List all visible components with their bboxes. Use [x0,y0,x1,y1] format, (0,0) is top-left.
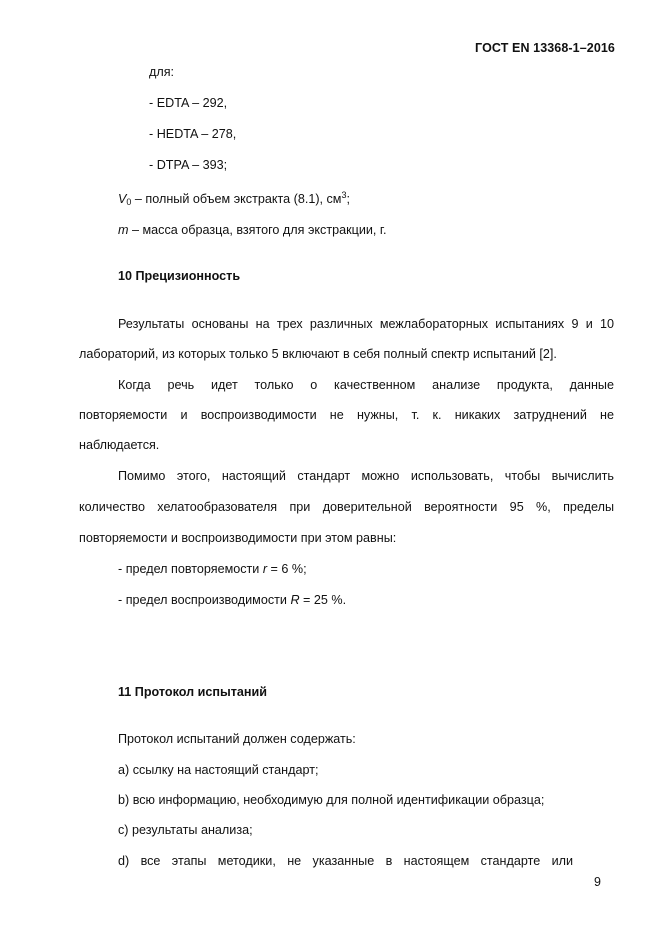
standard-designation: ГОСТ EN 13368-1–2016 [475,41,615,55]
section-10-title: 10 Прецизионность [118,269,241,283]
s10-p2-line1: Когда речь идет только о качественном анализе продукта, данные [118,378,614,392]
s11-item-c: c) результаты анализа; [118,823,253,837]
R-prefix: - предел воспроизводимости [118,593,291,607]
section-11-title: 11 Протокол испытаний [118,685,268,699]
legend-m [118,222,386,238]
s10-p3-line3: повторяемости и воспроизводимости при этом равны: [79,531,397,545]
legend-v0 [118,191,350,210]
r-symbol: r [262,562,268,576]
reproducibility-limit [118,592,346,608]
page-number: 9 [594,875,601,889]
s11-item-a: a) ссылку на настоящий стандарт; [118,763,319,777]
s11-item-d: d) все этапы методики, не указанные в настоящем стандарте или [118,854,573,868]
m-description: – масса образца, взятого для экстракции, г. [128,223,387,237]
R-value: = 25 %. [299,593,347,607]
s10-p3-line2: количество хелатообразователя при доверительной вероятности 95 %, пределы [79,500,614,514]
v0-superscript: 3 [341,190,347,200]
s10-p1-line1: Результаты основаны на трех различных межлабораторных испытаниях 9 и 10 [118,317,614,331]
s10-p3-line1: Помимо этого, настоящий стандарт можно использовать, чтобы вычислить [118,469,614,483]
s10-p1-line2: лабораторий, из которых только 5 включают в себя полный спектр испытаний [2]. [79,347,557,361]
v0-symbol: V [118,192,127,206]
r-prefix: - предел повторяемости [118,562,263,576]
m-symbol: m [118,223,129,237]
legend-item-hedta: - HEDTA – 278, [149,127,237,141]
s11-intro: Протокол испытаний должен содержать: [118,732,356,746]
s10-p2-line2: повторяемости и воспроизводимости не нужны, т. к. никаких затруднений не [79,408,614,422]
v0-end: ; [346,192,350,206]
v0-subscript: 0 [126,197,132,207]
repeatability-limit [118,561,307,577]
s10-p2-line3: наблюдается. [79,438,160,452]
legend-item-edta: - EDTA – 292, [149,96,228,110]
legend-for-label: для: [149,65,175,79]
s11-item-b: b) всю информацию, необходимую для полной идентификации образца; [118,793,545,807]
R-symbol: R [290,593,300,607]
r-value: = 6 %; [267,562,307,576]
legend-item-dtpa: - DTPA – 393; [149,158,228,172]
v0-description: – полный объем экстракта (8.1), см [131,192,342,206]
